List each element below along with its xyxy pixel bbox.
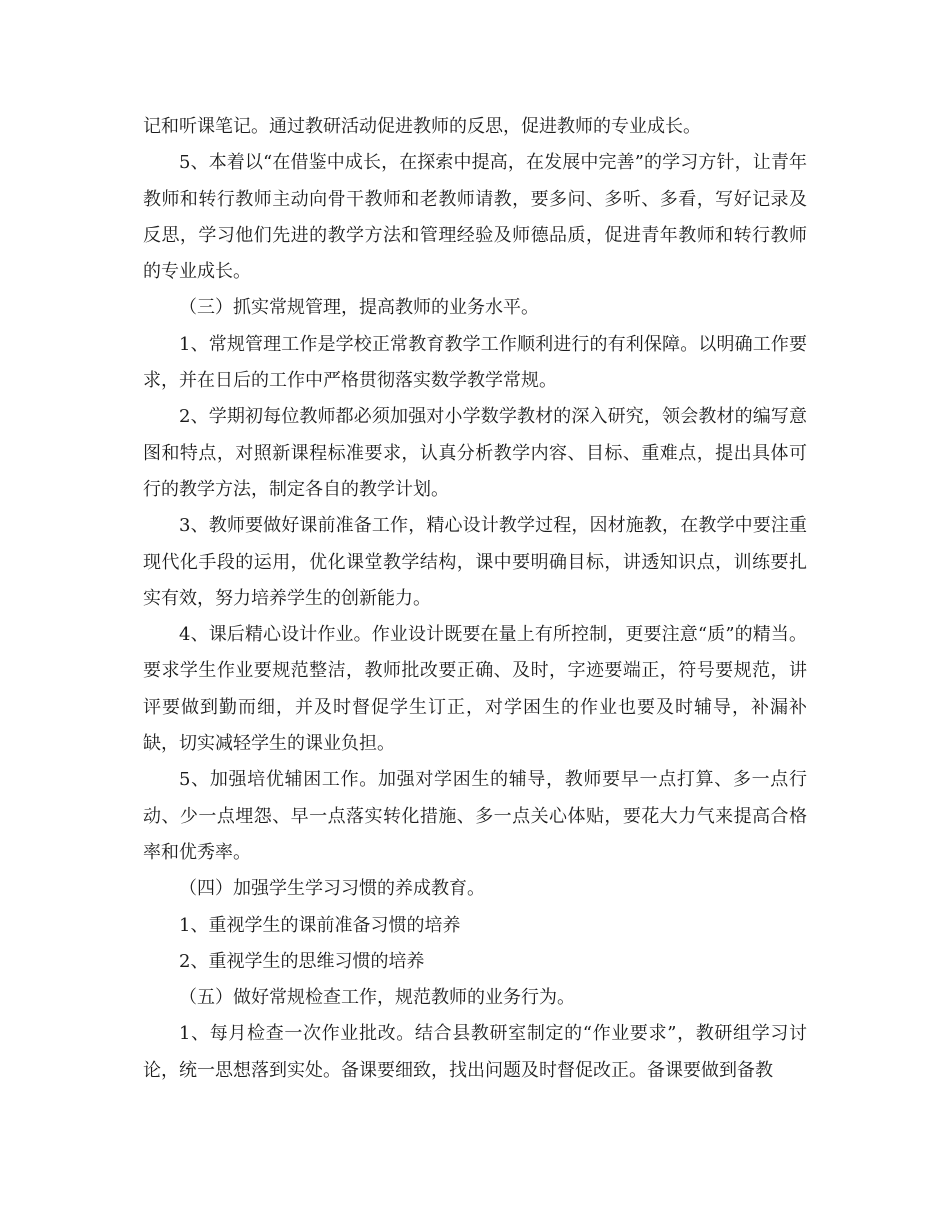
- paragraph-item-2-thinking-habit: 2、重视学生的思维习惯的培养: [179, 950, 425, 972]
- paragraph-item-5-tutoring: 5、加强培优辅困工作。加强对学困生的辅导，教师要早一点打算、多一点行动、少一点埋怨、早一点落实转化措施、多一点关心体贴，要花大力气来提高合格率和优秀率。: [143, 769, 807, 863]
- paragraph-item-3-lesson-preparation: 3、教师要做好课前准备工作，精心设计教学过程，因材施教，在教学中要注重现代化手段的运用，优化课堂教学结构，课中要明确目标，讲透知识点，训练要扎实有效，努力培养学生的创新能力。: [143, 515, 807, 609]
- paragraph-item-2-textbook-study: 2、学期初每位教师都必须加强对小学数学教材的深入研究，领会教材的编写意图和特点，对照新课程标准要求，认真分析教学内容、目标、重难点，提出具体可行的教学方法，制定各自的教学计划。: [143, 406, 807, 500]
- paragraph-item-1-monthly-check: 1、每月检查一次作业批改。结合县教研室制定的“作业要求”，教研组学习讨论，统一思想落到实处。备课要细致，找出问题及时督促改正。备课要做到备教: [143, 1023, 807, 1081]
- section-heading-3: （三）抓实常规管理，提高教师的业务水平。: [179, 297, 539, 319]
- paragraph-item-1-routine-management: 1、常规管理工作是学校正常教育教学工作顺利进行的有利保障。以明确工作要求，并在日后的工作中严格贯彻落实数学教学常规。: [143, 333, 807, 392]
- paragraph-continuation: 记和听课笔记。通过教研活动促进教师的反思，促进教师的专业成长。: [143, 116, 701, 137]
- section-heading-5: （五）做好常规检查工作，规范教师的业务行为。: [179, 987, 575, 1009]
- paragraph-item-1-preparation-habit: 1、重视学生的课前准备习惯的培养: [179, 914, 461, 936]
- section-heading-4: （四）加强学生学习习惯的养成教育。: [179, 878, 485, 900]
- document-body: [143, 109, 807, 1089]
- paragraph-item-4-homework-design: 4、课后精心设计作业。作业设计既要在量上有所控制，更要注意“质”的精当。要求学生作业要规范整洁，教师批改要正确、及时，字迹要端正，符号要规范，讲评要做到勤而细，并及时督促学生订正，对学困生的作业也要及时辅导，补漏补缺，切实减轻学生的课业负担。: [143, 624, 807, 755]
- paragraph-item-5-learning-policy: 5、本着以“在借鉴中成长，在探索中提高，在发展中完善”的学习方针，让青年教师和转行教师主动向骨干教师和老教师请教，要多问、多听、多看，写好记录及反思，学习他们先进的教学方法和管理经验及师德品质，促进青年教师和转行教师的专业成长。: [143, 152, 807, 283]
